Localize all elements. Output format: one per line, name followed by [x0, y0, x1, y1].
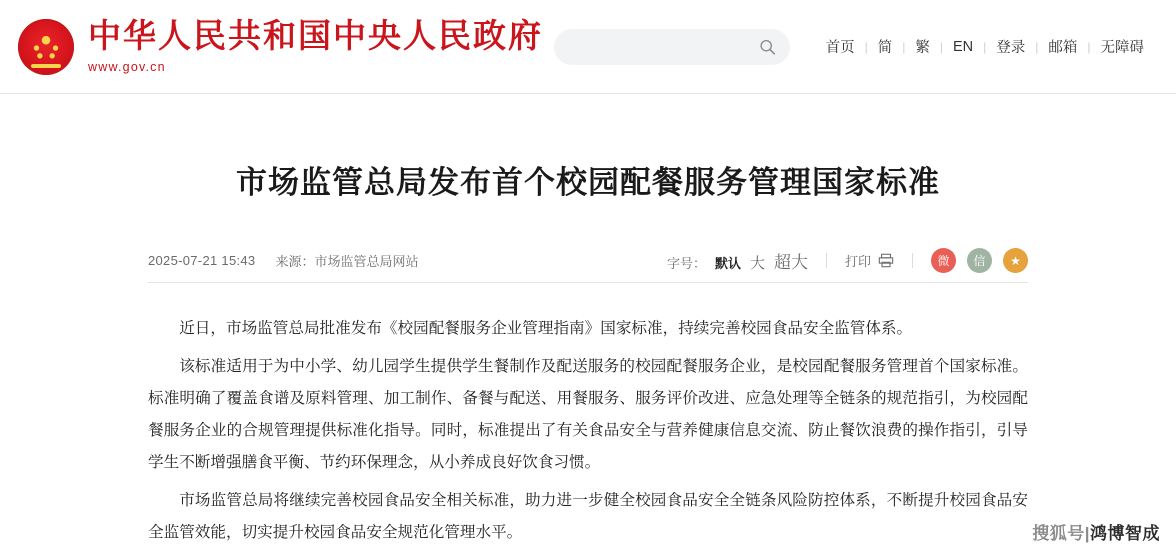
- fontsize-extra-large[interactable]: 超大: [773, 253, 808, 273]
- print-label: 打印: [844, 254, 871, 270]
- top-nav: [816, 36, 1154, 57]
- page-title: 市场监管总局发布首个校园配餐服务管理国家标准: [236, 164, 940, 200]
- fontsize-default[interactable]: 默认: [714, 256, 741, 272]
- nav-item-home[interactable]: 首页: [825, 40, 855, 56]
- fontsize-label: 字号：: [666, 256, 706, 272]
- source-value: 市场监管总局网站: [314, 254, 419, 270]
- nav-separator: |: [1035, 39, 1039, 54]
- article-paragraph: 市场监管总局将继续完善校园食品安全相关标准，助力进一步健全校园食品安全全链条风险防控体系，不断提升校园食品安全监管效能，切实提升校园食品安全规范化管理水平。: [148, 491, 1028, 541]
- site-brand[interactable]: [18, 19, 543, 75]
- nav-separator: |: [864, 39, 868, 54]
- search-box[interactable]: [554, 29, 790, 65]
- article-meta-bar: [148, 239, 1028, 283]
- brand-title: 中华人民共和国中央人民政府: [88, 18, 543, 55]
- brand-text: [88, 19, 543, 75]
- fontsize-group: [667, 248, 808, 273]
- meta-divider: [826, 253, 827, 268]
- article-paragraph: 该标准适用于为中小学、幼儿园学生提供学生餐制作及配送服务的校园配餐服务企业，是校园配餐服务管理首个国家标准。标准明确了覆盖食谱及原料管理、加工制作、备餐与配送、用餐服务、服务评价改进、应急处理等全链条的规范指引，为校园配餐服务企业的合规管理提供标准化指导。同时，标准提出了有关食品安全与营养健康信息交流、防止餐饮浪费的操作指引，引导学生不断增强膳食平衡、节约环保理念，从小养成良好饮食习惯。: [148, 358, 1028, 471]
- article-body: [148, 313, 1028, 549]
- printer-icon[interactable]: [878, 253, 894, 268]
- watermark-separator: |: [1084, 524, 1090, 543]
- meta-right: [667, 248, 1028, 273]
- share-group: [931, 248, 1028, 273]
- source-group: [275, 251, 418, 270]
- nav-item-accessibility[interactable]: 无障碍: [1100, 40, 1144, 56]
- favorite-icon[interactable]: ★: [1003, 248, 1028, 273]
- article: [148, 94, 1028, 549]
- nav-separator: |: [939, 39, 943, 54]
- meta-left: [148, 251, 418, 270]
- fontsize-large[interactable]: 大: [749, 255, 765, 273]
- watermark-name: 鸿博智成: [1090, 524, 1160, 543]
- nav-item-english[interactable]: EN: [952, 38, 974, 55]
- source-label: 来源：: [275, 254, 315, 270]
- nav-separator: |: [1087, 39, 1091, 54]
- header-right: [554, 29, 1176, 65]
- search-icon[interactable]: [759, 38, 776, 55]
- site-header: [0, 0, 1176, 94]
- wechat-icon[interactable]: 信: [967, 248, 992, 273]
- print-button[interactable]: [845, 251, 894, 270]
- weibo-icon[interactable]: 微: [931, 248, 956, 273]
- nav-item-mail[interactable]: 邮箱: [1048, 40, 1078, 56]
- brand-url: www.gov.cn: [88, 60, 166, 75]
- meta-divider: [912, 253, 913, 268]
- nav-item-login[interactable]: 登录: [996, 40, 1026, 56]
- nav-item-simplified[interactable]: 简: [877, 40, 893, 56]
- watermark-prefix: 搜狐号: [1032, 524, 1085, 543]
- nav-separator: |: [902, 39, 906, 54]
- nav-item-traditional[interactable]: 繁: [915, 40, 930, 56]
- nav-separator: |: [983, 39, 987, 54]
- article-paragraph: 近日，市场监管总局批准发布《校园配餐服务企业管理指南》国家标准，持续完善校园食品安全监管体系。: [179, 320, 913, 338]
- search-input[interactable]: [570, 30, 755, 64]
- publish-date: 2025-07-21 15:43: [148, 253, 256, 269]
- watermark: [1032, 519, 1160, 544]
- national-emblem-icon: [18, 19, 74, 75]
